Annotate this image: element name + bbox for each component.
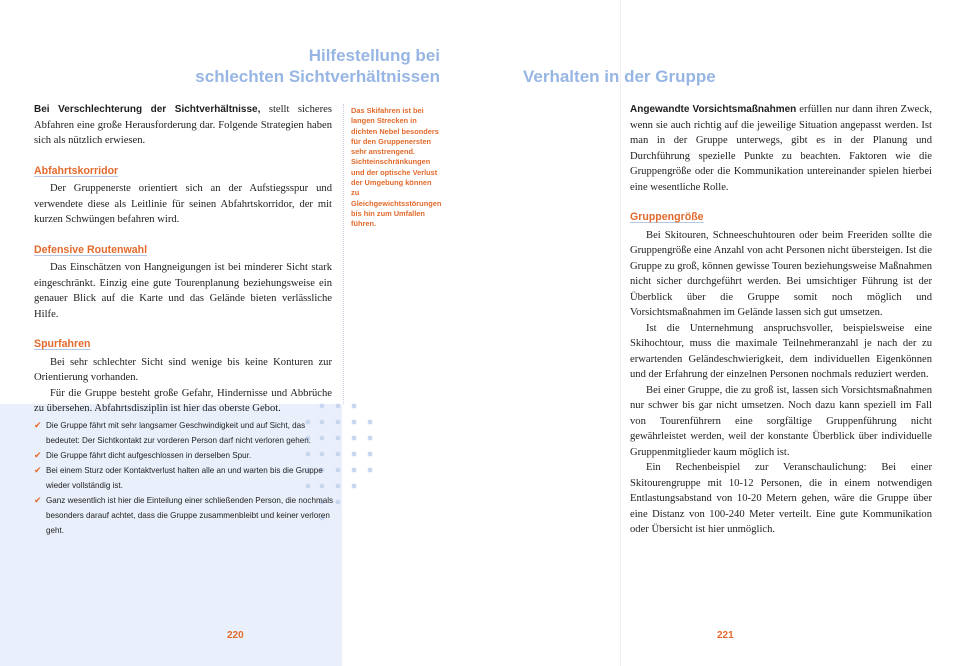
intro-paragraph (630, 102, 932, 195)
body-paragraph: Ein Rechenbeispiel zur Veranschaulichung: Bei einer Skitourengruppe mit 10-12 Personen, die in einem notwendigen Entlastungsabstand von 10-20 Metern gehen, wäre die Gruppe über eine Distanz von 100-240 Meter verteilt. Eine gute Kommunikation oder Übersicht ist hier unmöglich. (630, 462, 932, 535)
body-paragraph: Bei Skitouren, Schneeschuhtouren oder beim Freeriden sollte die Gruppengröße eine Anzahl von acht Personen nicht übersteigen. Ist die Gruppe zu groß, können gewisse Touren beziehungsweise Maßnahmen nicht sicher durchgeführt werden. Bei umsichtiger Führung ist der Überblick über die Gruppe somit noch möglich und Vorsichtsmaßnahmen im Gelände lassen sich gut umsetzen. (630, 229, 932, 318)
heading-line-2: schlechten Sichtverhältnissen (195, 67, 440, 86)
heading-line-1: Hilfestellung bei (308, 46, 440, 65)
intro-text: stellt sicheres Abfahren eine große Herausforderung dar. Folgende Strategien haben sich als nützlich erwiesen. (34, 104, 332, 146)
sidenote: Das Skifahren ist bei langen Strecken in dichten Nebel besonders für den Gruppenersten sehr anstrengend. Sichteinschränkungen und der optische Verlust der Umgebung können zu Gleichgewichtsstörungen bis hin zum Umfallen führen. (351, 106, 442, 229)
body-paragraph: Bei einer Gruppe, die zu groß ist, lassen sich Vorsichtsmaßnahmen nur schwer bis gar nicht umsetzen. Noch dazu kann speziell im Fall von Tourenführern eine sorgfältige Gruppenführung nicht gewährleistet werden, weil der konstante Überblick über individuelle Gruppenmitglieder kaum möglich ist. (630, 384, 932, 458)
page-spine (620, 0, 621, 666)
check-icon: ✔ (34, 465, 42, 475)
intro-lead: Bei Verschlechterung der Sichtverhältnisse, (34, 104, 261, 115)
left-page-heading (180, 45, 440, 87)
checklist (34, 418, 334, 538)
section-title-spurfahren: Spurfahren (34, 338, 91, 350)
left-body-column (34, 102, 332, 417)
page-number-left: 220 (227, 630, 244, 641)
check-icon: ✔ (34, 495, 42, 505)
right-page-heading: Verhalten in der Gruppe (523, 67, 716, 86)
section-title-defensive-routenwahl: Defensive Routenwahl (34, 243, 148, 256)
body-paragraph: Für die Gruppe besteht große Gefahr, Hindernisse und Abbrüche zu übersehen. Abfahrtsdisziplin ist hier das oberste Gebot. (34, 387, 332, 414)
intro-lead: Angewandte Vorsichtsmaßnahmen (630, 104, 797, 115)
page-number-right: 221 (717, 630, 734, 641)
intro-text: erfüllen nur dann ihren Zweck, wenn sie auch richtig auf die jeweilige Situation angepasst werden. Ist man in der Gruppe unterwegs, gibt es in der Planung und Durchführung spezielle Punkte zu beachten. Faktoren wie die Gruppengröße oder die Kommunikation untereinander spielen hierbei eine wesentliche Rolle. (630, 104, 932, 193)
section-title-abfahrtskorridor: Abfahrtskorridor (34, 164, 119, 177)
checklist-item: ✔ Die Gruppe fährt mit sehr langsamer Geschwindigkeit und auf Sicht, das bedeutet: Der Sichtkontakt zur vorderen Person darf nicht verloren gehen. (34, 420, 311, 445)
body-paragraph: Ist die Unternehmung anspruchsvoller, beispielsweise eine Skihochtour, muss die maximale Teilnehmeranzahl je nach der zu erwartenden Geländeschwierigkeit, dem individuellen Eigenkönnen und der Erfahrung der einzelnen Personen nochmals reduziert werden. (630, 322, 932, 380)
section-title-gruppengroesse: Gruppengröße (630, 211, 704, 223)
body-paragraph: Das Einschätzen von Hangneigungen ist bei minderer Sicht stark eingeschränkt. Einzig eine gute Tourenplanung beziehungsweise ein genauer Blick auf die Karte und das Gelände bieten verlässliche Hilfe. (34, 262, 332, 320)
body-paragraph: Bei sehr schlechter Sicht sind wenige bis keine Konturen zur Orientierung vorhanden. (34, 356, 332, 383)
checklist-item: ✔ Die Gruppe fährt dicht aufgeschlossen in derselben Spur. (34, 448, 334, 463)
sidenote-divider (343, 104, 344, 404)
checklist-item: ✔ Bei einem Sturz oder Kontaktverlust halten alle an und warten bis die Gruppe wieder vollständig ist. (34, 465, 323, 490)
body-paragraph: Der Gruppenerste orientiert sich an der Aufstiegsspur und verwendete diese als Leitlinie für seinen Abfahrtskorridor, der mit kurzen Schwüngen befahren wird. (34, 183, 332, 225)
check-icon: ✔ (34, 420, 42, 430)
right-body-column (630, 102, 932, 538)
check-icon: ✔ (34, 450, 42, 460)
intro-paragraph (34, 102, 332, 149)
checklist-item: ✔ Ganz wesentlich ist hier die Einteilung einer schließenden Person, die nochmals besonders darauf achtet, dass die Gruppe zusammenbleibt und keiner verloren geht. (34, 495, 334, 535)
